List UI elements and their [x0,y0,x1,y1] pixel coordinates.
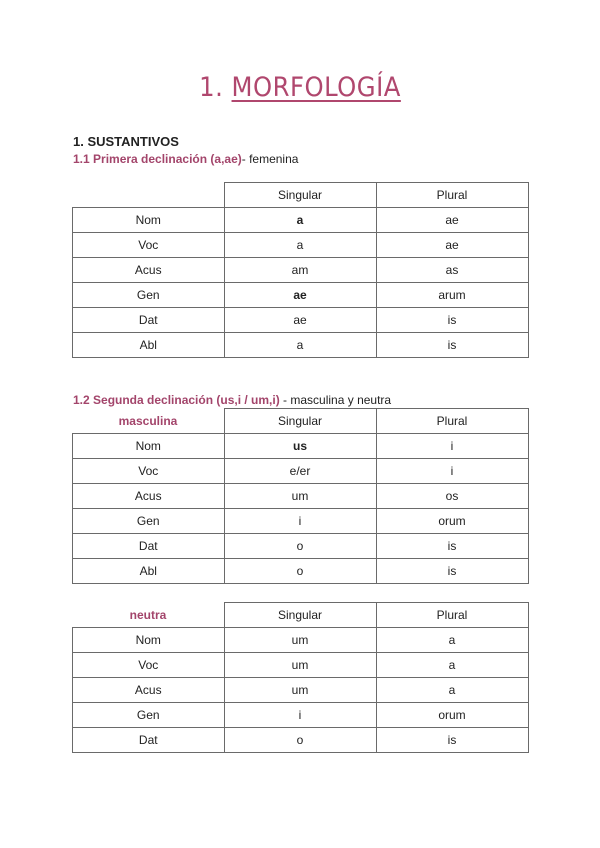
table-row [73,628,529,653]
header-blank-cell [73,183,225,208]
gender-label-neutra: neutra [73,603,225,628]
title-word: MORFOLOGÍA [231,72,401,103]
table-row [73,459,529,484]
decl1-heading [73,152,298,166]
singular-cell: am [224,258,376,283]
table-row [73,333,529,358]
singular-cell: o [224,728,376,753]
table-row [73,559,529,584]
plural-cell: as [376,258,528,283]
plural-cell: is [376,333,528,358]
case-cell: Acus [73,258,225,283]
table-row [73,283,529,308]
singular-cell: o [224,559,376,584]
decl1-heading-gender: - femenina [241,152,299,166]
case-cell: Nom [73,628,225,653]
case-cell: Acus [73,484,225,509]
plural-cell: a [376,653,528,678]
table-header-row [73,183,529,208]
table-row [73,233,529,258]
plural-cell: i [376,459,528,484]
plural-cell: orum [376,509,528,534]
plural-cell: i [376,434,528,459]
decl2-heading [73,393,391,407]
plural-cell: a [376,628,528,653]
case-cell: Voc [73,233,225,258]
title-number: 1. [199,72,224,103]
case-cell: Gen [73,703,225,728]
case-cell: Dat [73,534,225,559]
case-cell: Abl [73,333,225,358]
plural-cell: is [376,534,528,559]
singular-cell: i [224,703,376,728]
table-row [73,728,529,753]
singular-cell: um [224,678,376,703]
table-row [73,678,529,703]
table-row [73,434,529,459]
table-header-row [73,603,529,628]
plural-cell: is [376,308,528,333]
table-row [73,534,529,559]
case-cell: Gen [73,509,225,534]
singular-cell: a [224,333,376,358]
singular-cell: us [224,434,376,459]
header-singular: Singular [224,183,376,208]
singular-cell: e/er [224,459,376,484]
table-row [73,308,529,333]
singular-cell: o [224,534,376,559]
case-cell: Nom [73,208,225,233]
case-cell: Voc [73,459,225,484]
singular-cell: a [224,208,376,233]
case-cell: Voc [73,653,225,678]
decl2-masc-table [72,408,529,584]
decl2-neut-table [72,602,529,753]
table-row [73,208,529,233]
plural-cell: arum [376,283,528,308]
header-plural: Plural [376,183,528,208]
singular-cell: um [224,628,376,653]
table-header-row [73,409,529,434]
plural-cell: is [376,728,528,753]
header-plural: Plural [376,409,528,434]
header-singular: Singular [224,409,376,434]
case-cell: Nom [73,434,225,459]
page-title [0,72,600,103]
singular-cell: ae [224,283,376,308]
singular-cell: um [224,484,376,509]
decl1-table [72,182,529,358]
decl2-heading-title: 1.2 Segunda declinación (us,i / um,i) [73,393,280,407]
plural-cell: ae [376,208,528,233]
header-plural: Plural [376,603,528,628]
plural-cell: ae [376,233,528,258]
case-cell: Dat [73,308,225,333]
table-row [73,703,529,728]
singular-cell: ae [224,308,376,333]
case-cell: Acus [73,678,225,703]
case-cell: Abl [73,559,225,584]
table-row [73,484,529,509]
decl2-heading-gender: - masculina y neutra [279,393,392,407]
plural-cell: a [376,678,528,703]
singular-cell: i [224,509,376,534]
decl1-heading-title: 1.1 Primera declinación (a,ae) [73,152,242,166]
gender-label-masculina: masculina [73,409,225,434]
header-singular: Singular [224,603,376,628]
table-row [73,509,529,534]
case-cell: Gen [73,283,225,308]
plural-cell: is [376,559,528,584]
table-row [73,653,529,678]
plural-cell: os [376,484,528,509]
section-heading: 1. SUSTANTIVOS [73,134,179,149]
table-row [73,258,529,283]
singular-cell: um [224,653,376,678]
plural-cell: orum [376,703,528,728]
singular-cell: a [224,233,376,258]
case-cell: Dat [73,728,225,753]
